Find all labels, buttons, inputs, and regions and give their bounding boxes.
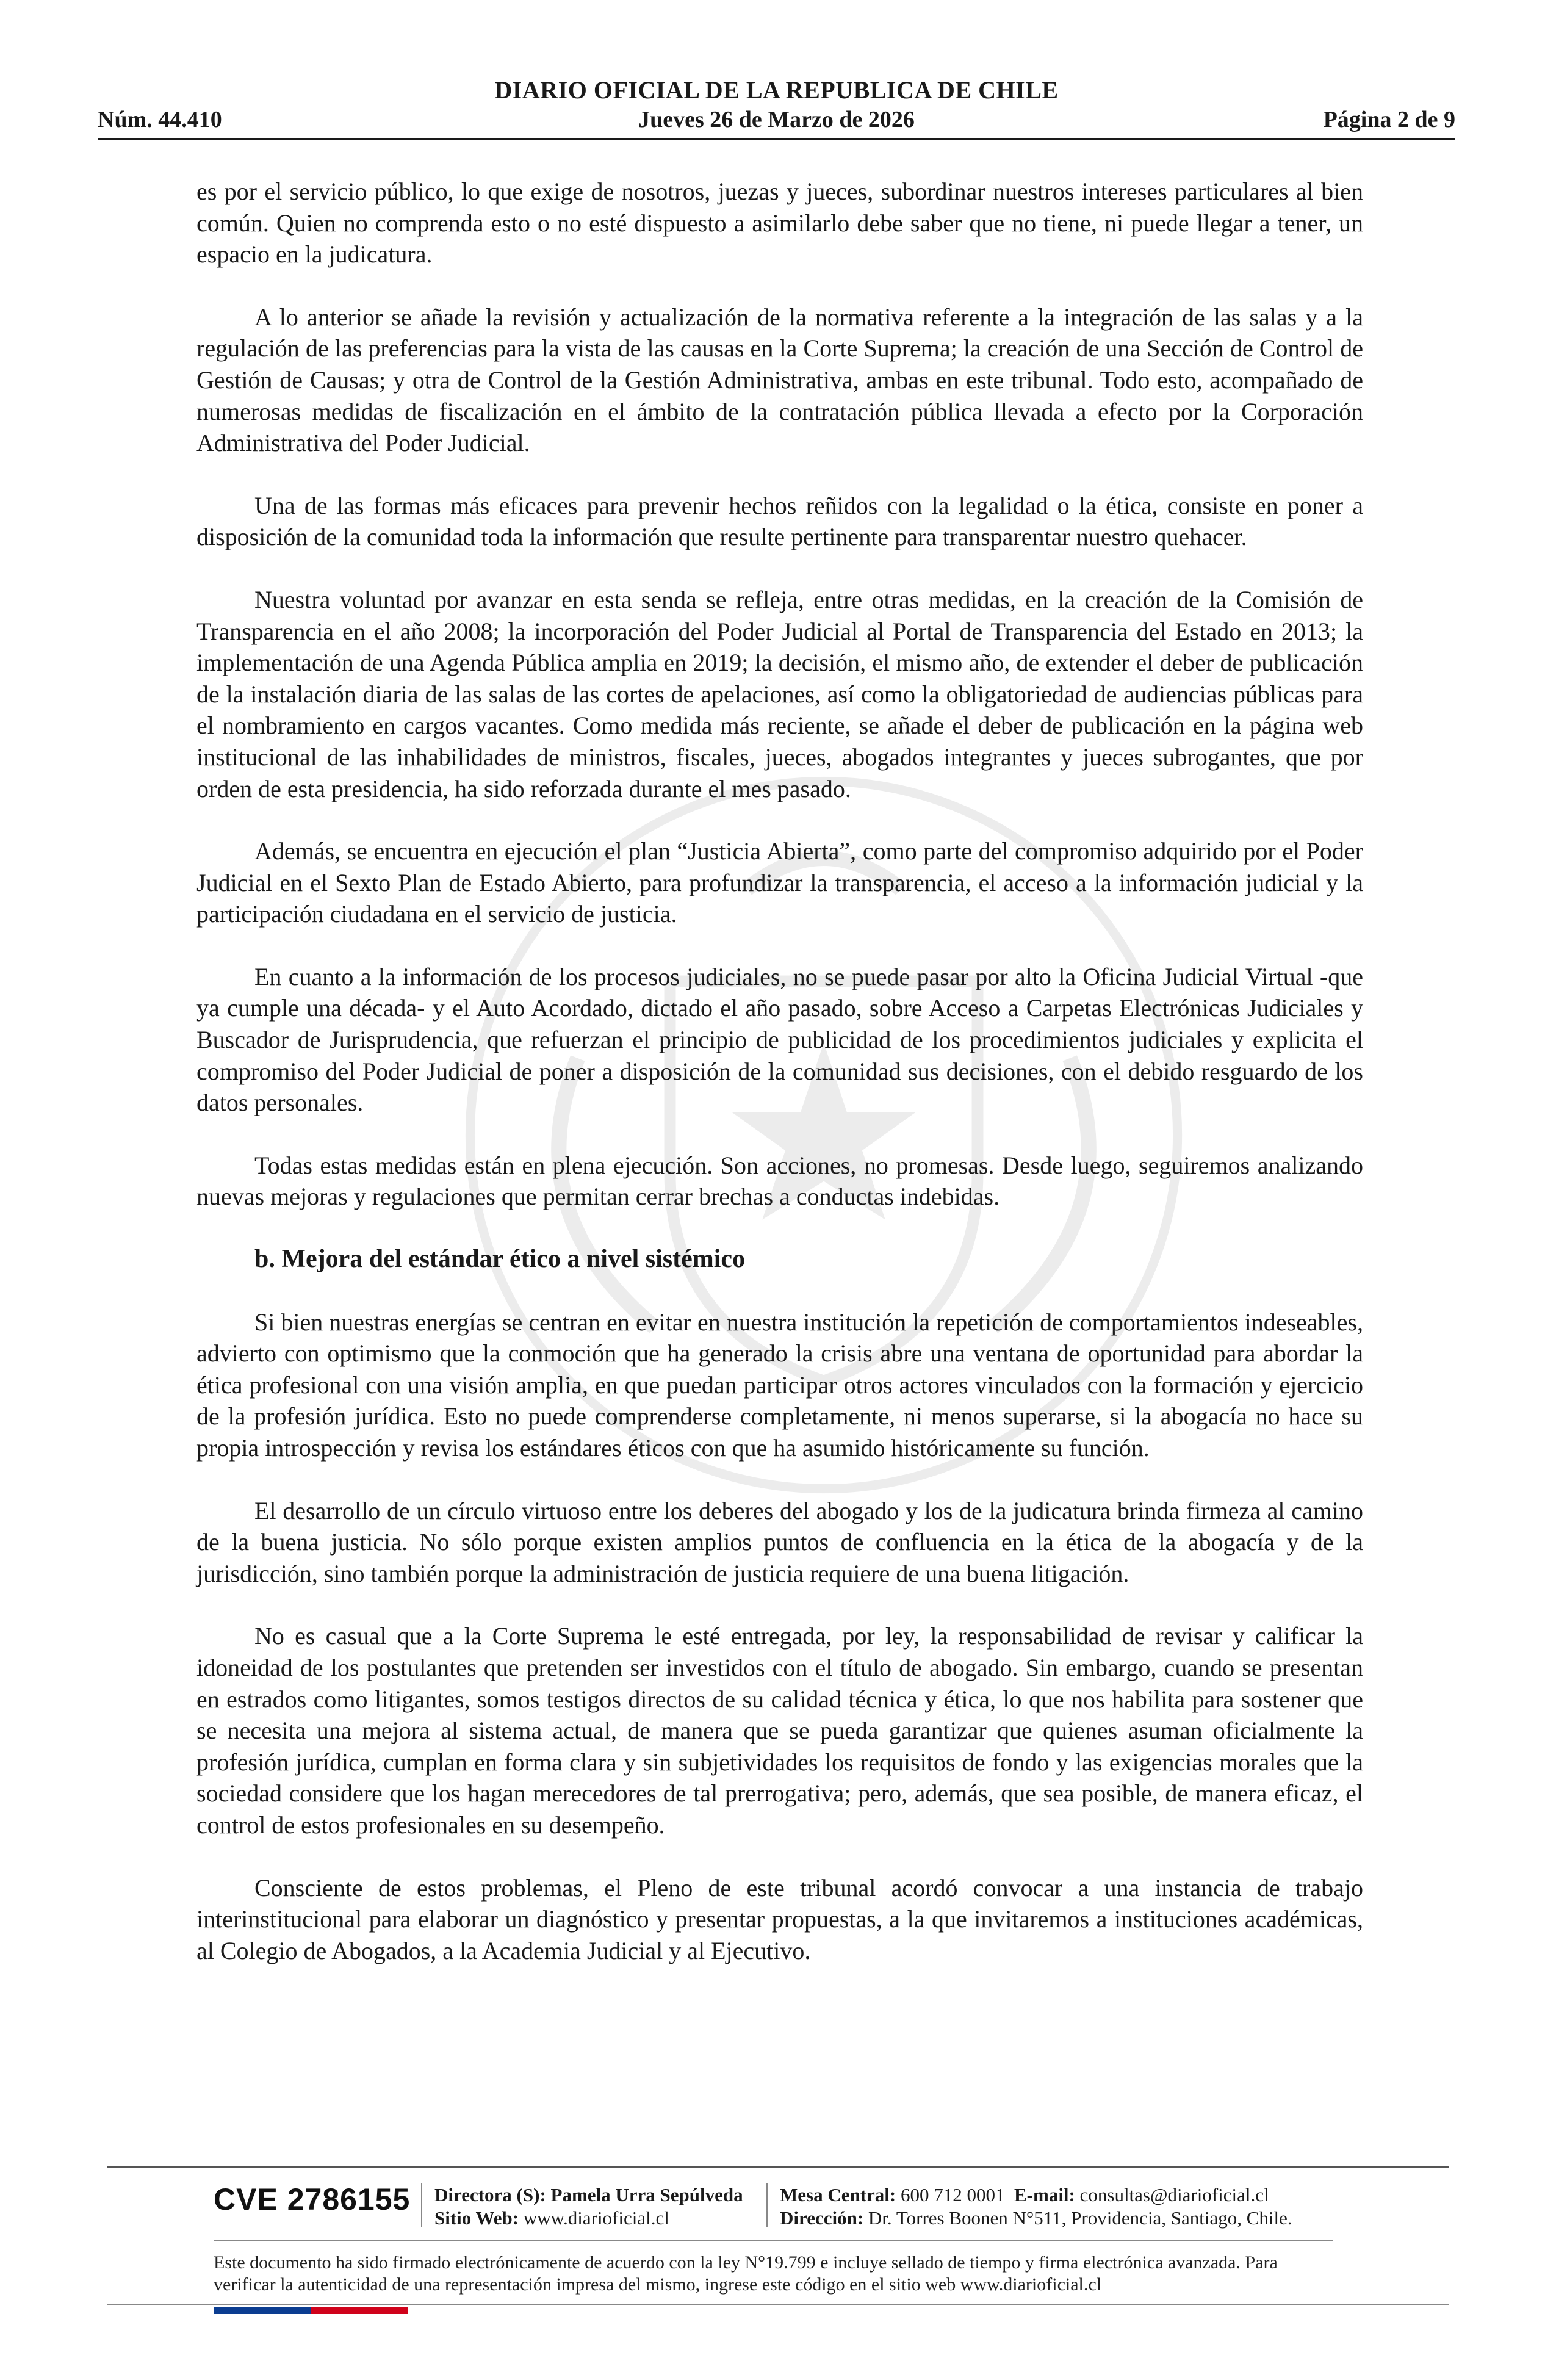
email-label: E-mail:	[1014, 2184, 1075, 2205]
paragraph: Nuestra voluntad por avanzar en esta senda se refleja, entre otras medidas, en la creación de la Comisión de Transparencia en el año 2008; la incorporación del Poder Judicial al Portal de Transparencia del Estado en 2013; la implementación de una Agenda Pública amplia en 2019; la decisión, el mismo año, de extender el deber de publicación de la instalación diaria de las salas de las cortes de apelaciones, así como la obligatoriedad de audiencias públicas para el nombramiento en cargos vacantes. Como medida más reciente, se añade el deber de publicación en la página web institucional de las inhabilidades de ministros, fiscales, jueces, abogados integrantes y jueces subrogantes, que por orden de esta presidencia, ha sido reforzada durante el mes pasado.	[196, 585, 1363, 802]
paragraph: En cuanto a la información de los procesos judiciales, no se puede pasar por alto la Oficina Judicial Virtual -que ya cumple una década- y el Auto Acordado, dictado el año pasado, sobre Acceso a Carpetas Electrónicas Judiciales y Buscador de Jurisprudencia, que refuerzan el principio de publicidad de los procedimientos judiciales y explicita el compromiso del Poder Judicial de poner a disposición de la comunidad sus decisiones, con el debido resguardo de los datos personales.	[196, 962, 1363, 1117]
footer-divider-top	[107, 2166, 1449, 2168]
paragraph: Una de las formas más eficaces para prevenir hechos reñidos con la legalidad o la ética, consiste en poner a disposición de la comunidad toda la información que resulte pertinente para transparentar nuestro quehacer.	[196, 491, 1363, 551]
document-body	[196, 176, 1363, 1997]
flag-red-segment	[311, 2307, 408, 2314]
publication-title: DIARIO OFICIAL DE LA REPUBLICA DE CHILE	[494, 76, 1059, 104]
contact-info	[780, 2183, 1292, 2230]
flag-color-bar	[214, 2307, 408, 2314]
mesa-phone: 600 712 0001	[901, 2184, 1005, 2205]
legal-notice: Este documento ha sido firmado electrónicamente de acuerdo con la ley N°19.799 e incluye sellado de tiempo y firma electrónica avanzada. Para verificar la autenticidad de una representación impresa del mismo, ingrese este código en el sitio web www.diarioficial.cl	[214, 2252, 1278, 2295]
director-name: Pamela Urra Sepúlveda	[550, 2184, 743, 2205]
paragraph: Consciente de estos problemas, el Pleno de este tribunal acordó convocar a una instancia de trabajo interinstitucional para elaborar un diagnóstico y presentar propuestas, a la que invitaremos a instituciones académicas, al Colegio de Abogados, a la Academia Judicial y al Ejecutivo.	[196, 1873, 1363, 1964]
page-header	[98, 72, 1455, 142]
header-divider	[98, 138, 1455, 140]
footer-divider-mid	[214, 2240, 1333, 2241]
issue-number: Núm. 44.410	[98, 107, 222, 132]
website-link[interactable]: www.diarioficial.cl	[523, 2207, 669, 2229]
footer-separator	[766, 2183, 768, 2227]
website-label: Sitio Web:	[434, 2207, 519, 2229]
paragraph: A lo anterior se añade la revisión y actualización de la normativa referente a la integración de las salas y a la regulación de las preferencias para la vista de las causas en la Corte Suprema; la creación de una Sección de Control de Gestión de Causas; y otra de Control de la Gestión Administrativa, ambas en este tribunal. Todo esto, acompañado de numerosas medidas de fiscalización en el ámbito de la contratación pública llevada a efecto por la Corporación Administrativa del Poder Judicial.	[196, 303, 1363, 457]
mesa-label: Mesa Central:	[780, 2184, 896, 2205]
paragraph-continuation: es por el servicio público, lo que exige de nosotros, juezas y jueces, subordinar nuestros intereses particulares al bien común. Quien no comprenda esto o no esté dispuesto a asimilarlo debe saber que no tiene, ni puede llegar a tener, un espacio en la judicatura.	[196, 178, 1363, 269]
director-info	[434, 2183, 743, 2230]
cve-code: CVE 2786155	[214, 2182, 411, 2216]
page-indicator: Página 2 de 9	[1323, 107, 1455, 132]
paragraph: El desarrollo de un círculo virtuoso entre los deberes del abogado y los de la judicatura brinda firmeza al camino de la buena justicia. No sólo porque existen amplios puntos de confluencia en la ética de la abogacía y de la jurisdicción, sino también porque la administración de justicia requiere de una buena litigación.	[196, 1496, 1363, 1587]
paragraph: Si bien nuestras energías se centran en evitar en nuestra institución la repetición de comportamientos indeseables, advierto con optimismo que la conmoción que ha generado la crisis abre una ventana de oportunidad para abordar la ética profesional con una visión amplia, en que puedan participar otros actores vinculados con la formación y ejercicio de la profesión jurídica. Esto no puede comprenderse completamente, ni menos superarse, si la abogacía no hace su propia introspección y revisa los estándares éticos con que ha asumido históricamente su función.	[196, 1308, 1363, 1462]
address-label: Dirección:	[780, 2207, 864, 2229]
email-link[interactable]: consultas@diarioficial.cl	[1079, 2184, 1269, 2205]
director-label: Directora (S):	[434, 2184, 546, 2205]
paragraph: Todas estas medidas están en plena ejecución. Son acciones, no promesas. Desde luego, seguiremos analizando nuevas mejoras y regulaciones que permitan cerrar brechas a conductas indebidas.	[196, 1151, 1363, 1211]
footer-separator	[421, 2183, 422, 2227]
flag-blue-segment	[214, 2307, 311, 2314]
paragraph: No es casual que a la Corte Suprema le esté entregada, por ley, la responsabilidad de revisar y calificar la idoneidad de los postulantes que pretenden ser investidos con el título de abogado. Sin embargo, cuando se presentan en estrados como litigantes, somos testigos directos de su calidad técnica y ética, lo que nos habilita para sostener que se necesita una mejora al sistema actual, de manera que se pueda garantizar que quienes asuman oficialmente la profesión jurídica, cumplan en forma clara y sin subjetividades los requisitos de fondo y las exigencias morales que la sociedad considere que los hagan merecedores de tal prerrogativa; pero, además, que sea posible, de manera eficaz, el control de estos profesionales en su desempeño.	[196, 1622, 1363, 1839]
issue-date: Jueves 26 de Marzo de 2026	[638, 107, 915, 132]
address-value: Dr. Torres Boonen N°511, Providencia, Santiago, Chile.	[868, 2207, 1292, 2229]
section-heading: b. Mejora del estándar ético a nivel sistémico	[254, 1245, 746, 1274]
paragraph: Además, se encuentra en ejecución el plan “Justicia Abierta”, como parte del compromiso adquirido por el Poder Judicial en el Sexto Plan de Estado Abierto, para profundizar la transparencia, el acceso a la información judicial y la participación ciudadana en el servicio de justicia.	[196, 837, 1363, 928]
footer-divider-bottom	[107, 2304, 1449, 2305]
